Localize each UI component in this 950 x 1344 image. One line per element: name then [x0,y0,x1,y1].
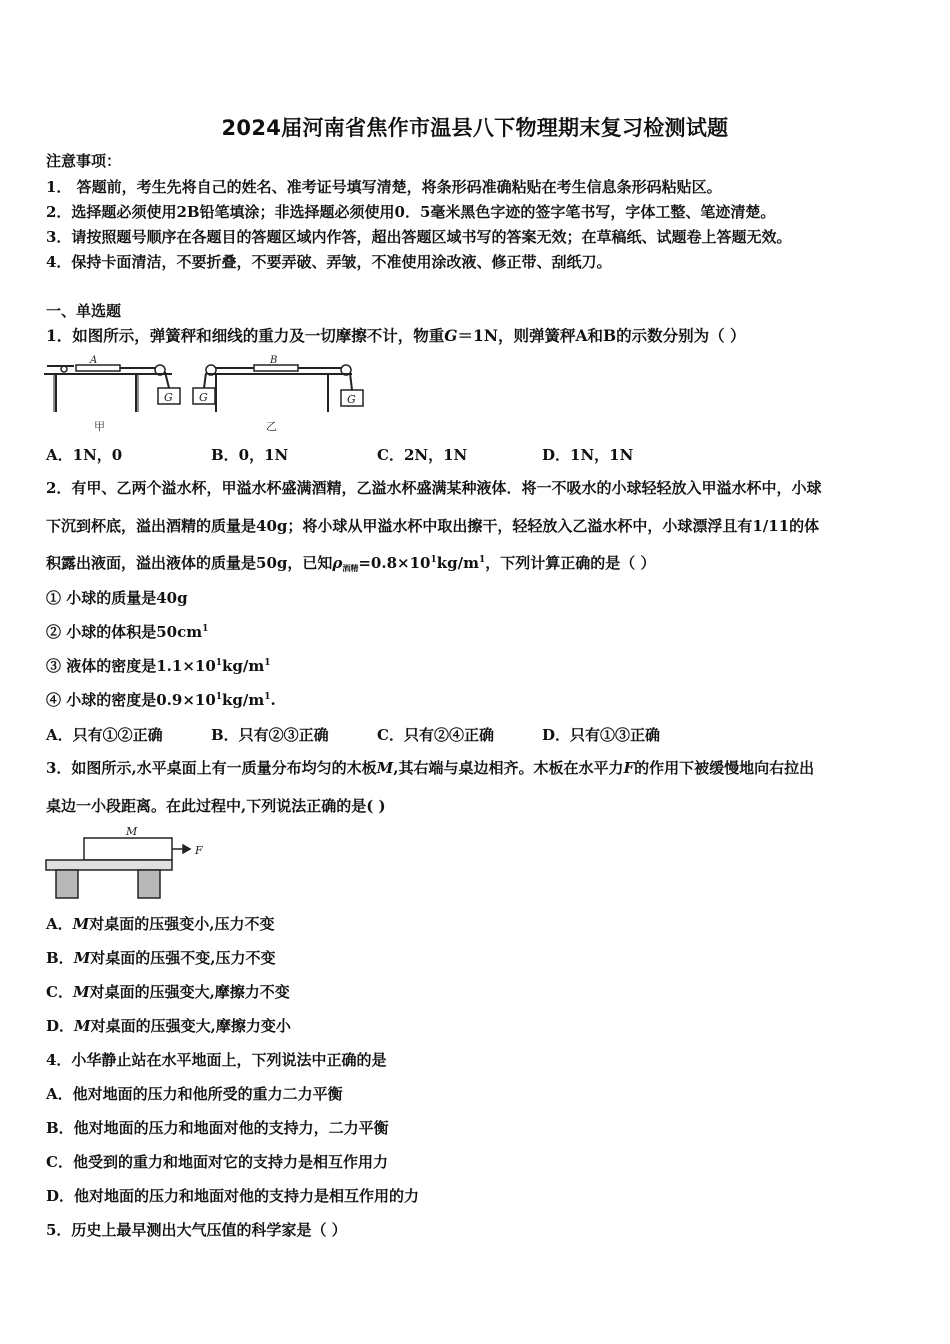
spring-label-b: B [270,355,278,366]
question-3-figure [44,824,224,902]
question-3-line-2: 桌边一小段距离。在此过程中,下列说法正确的是( ) [46,797,386,815]
weight-label-2: G [199,391,208,404]
q2-option-c: C．只有②④正确 [377,726,494,744]
q4-option-a: A．他对地面的压力和他所受的重力二力平衡 [46,1085,343,1103]
section-heading: 一、单选题 [46,302,122,320]
spring-label-a: A [90,355,98,366]
weight-label-3: G [347,393,356,406]
statement-4: ④ 小球的密度是$0.9\times 10^1kg/m^1$. [46,691,276,709]
notice-item-1: 1． 答题前，考生先将自己的姓名、准考证号填写清楚，将条形码准确粘贴在考生信息条形码粘贴区。 [46,178,722,196]
caption-right: 乙 [266,420,277,433]
notice-item-4: 4．保持卡面清洁，不要折叠，不要弄破、弄皱，不准使用涂改液、修正带、刮纸刀。 [46,253,612,271]
q3-option-d: D．M对桌面的压强变大,摩擦力变小 [46,1017,291,1035]
statement-2: ② 小球的体积是$50cm^1$ [46,623,209,641]
q1-option-c: C．2N，1N [377,446,468,464]
weight-label-1: G [164,391,173,404]
notice-item-3: 3．请按照题号顺序在各题目的答题区域内作答，超出答题区域书写的答案无效；在草稿纸、试题卷上答题无效。 [46,228,792,246]
q4-option-b: B．他对地面的压力和地面对他的支持力，二力平衡 [46,1119,389,1137]
question-2-line-1: 2．有甲、乙两个溢水杯，甲溢水杯盛满酒精，乙溢水杯盛满某种液体．将一不吸水的小球轻轻放入甲溢水杯中，小球 [46,479,822,497]
question-1-options [46,444,633,465]
q1-option-b: B．0，1N [211,446,289,464]
q2-option-d: D．只有①③正确 [542,726,661,744]
statement-1: ① 小球的质量是40g [46,589,188,607]
board-label-m: M [126,825,138,838]
notice-heading: 注意事项： [46,152,122,170]
q4-option-d: D．他对地面的压力和地面对他的支持力是相互作用的力 [46,1187,420,1205]
q1-option-a: A．1N，0 [46,446,123,464]
question-1-figure [44,352,374,436]
page-title: 2024届河南省焦作市温县八下物理期末复习检测试题 [221,116,729,140]
question-3-line-1: 3．如图所示,水平桌面上有一质量分布均匀的木板M,其右端与桌边相齐。木板在水平力F的作用下被缓慢地向右拉出 [46,759,815,777]
q3-option-b: B．M对桌面的压强不变,压力不变 [46,949,276,967]
q3-option-a: A．M对桌面的压强变小,压力不变 [46,915,275,933]
question-2-options [46,724,660,745]
question-4-stem: 4．小华静止站在水平地面上，下列说法中正确的是 [46,1051,387,1069]
question-5-stem: 5．历史上最早测出大气压值的科学家是（ ） [46,1221,347,1239]
q4-option-c: C．他受到的重力和地面对它的支持力是相互作用力 [46,1153,388,1171]
notice-item-2: 2．选择题必须使用2B铅笔填涂；非选择题必须使用0．5毫米黑色字迹的签字笔书写，字体工整、笔迹清楚。 [46,203,776,221]
force-label-f: F [195,844,203,857]
q2-option-b: B．只有②③正确 [211,726,329,744]
statement-3: ③ 液体的密度是$1.1\times 10^1kg/m^1$ [46,657,271,675]
q2-option-a: A．只有①②正确 [46,726,163,744]
caption-left: 甲 [94,420,105,433]
question-2-line-3: 积露出液面，溢出液体的质量是50g，已知$\rho_{酒精}=0.8\times 10^1kg/m^1$，下列计算正确的是（ ） [46,554,656,573]
question-1-stem: 1．如图所示，弹簧秤和细线的重力及一切摩擦不计，物重G＝1N，则弹簧秤A和B的示数分别为（ ） [46,326,746,345]
question-2-line-2: 下沉到杯底，溢出酒精的质量是40g；将小球从甲溢水杯中取出擦干，轻轻放入乙溢水杯中，小球漂浮且有1/11的体 [46,517,820,535]
q3-option-c: C．M对桌面的压强变大,摩擦力不变 [46,983,290,1001]
q1-option-d: D．1N，1N [542,446,634,464]
